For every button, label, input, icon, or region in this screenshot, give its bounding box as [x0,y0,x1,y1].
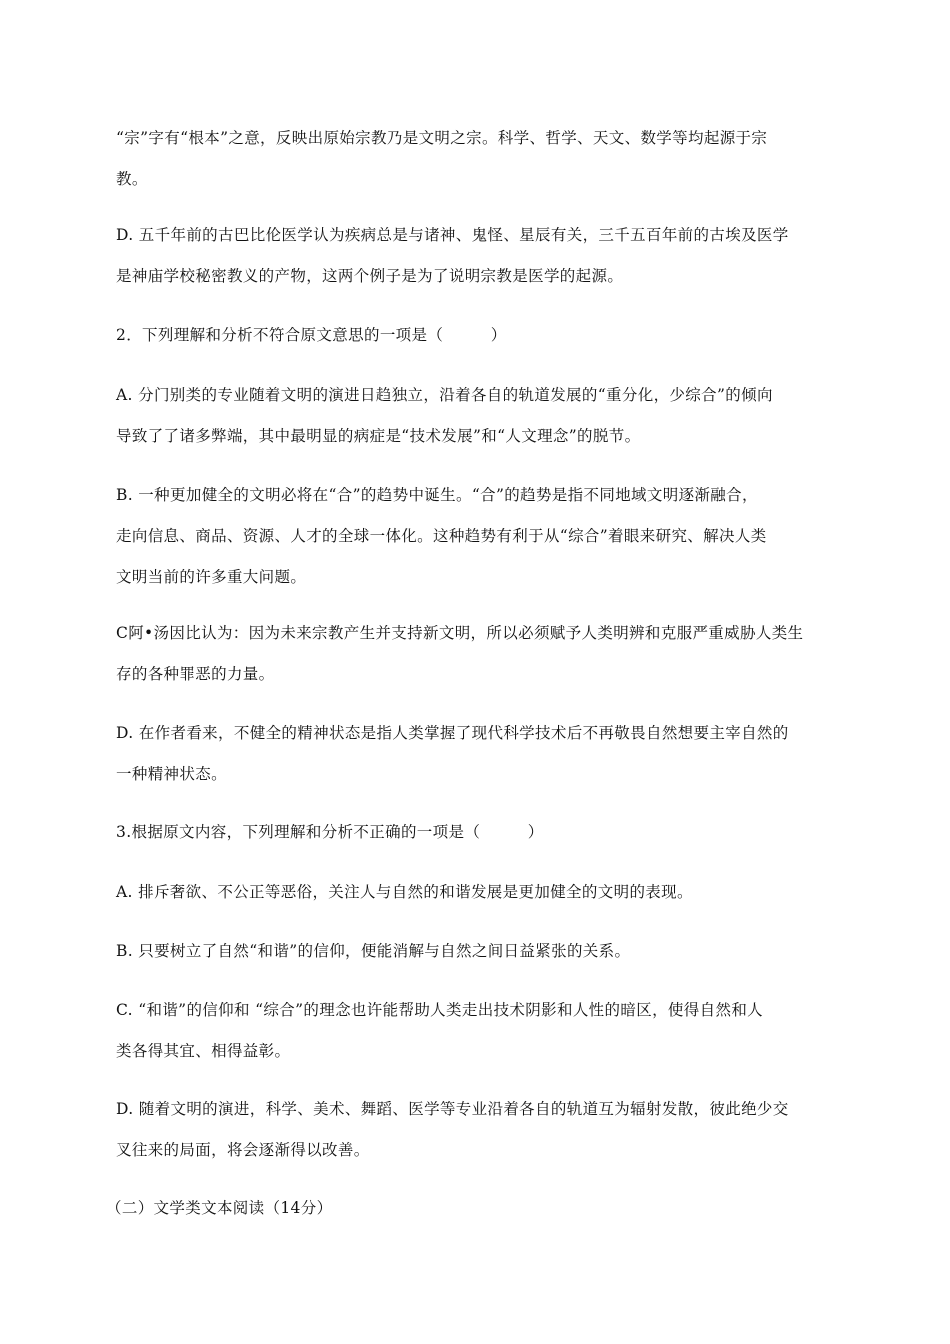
option-c-continuation [116,118,838,200]
question-3-option-b [116,931,838,972]
text-line: D. 在作者看来，不健全的精神状态是指人类掌握了现代科学技术后不再敬畏自然想要主宰自然的 [116,724,789,742]
text-line: C. “和谐”的信仰和 “综合”的理念也许能帮助人类走出技术阴影和人性的暗区，使得自然和人 [116,1001,764,1019]
text-line: 存的各种罪恶的力量。 [116,665,275,683]
question-3-option-a [116,872,838,913]
question-3-option-c [116,990,838,1072]
text-line: B. 一种更加健全的文明必将在“合”的趋势中诞生。“合”的趋势是指不同地域文明逐渐融合， [116,486,758,504]
text-line: B. 只要树立了自然“和谐”的信仰，便能消解与自然之间日益紧张的关系。 [116,942,631,960]
text-line: D. 五千年前的古巴比伦医学认为疾病总是与诸神、鬼怪、星辰有关，三千五百年前的古埃及医学 [116,226,789,244]
text-line: 一种精神状态。 [116,765,227,783]
question-2-option-c [116,613,838,695]
text-line: C阿•汤因比认为：因为未来宗教产生并支持新文明，所以必须赋予人类明辨和克服严重威胁人类生 [116,624,804,642]
question-3-stem [116,812,838,853]
text-line: （二）文学类文本阅读（14分） [106,1199,333,1217]
text-line: 教。 [116,170,148,188]
text-line: “宗”字有“根本”之意，反映出原始宗教乃是文明之宗。科学、哲学、天文、数学等均起源于宗 [116,129,768,147]
text-line: 文明当前的许多重大问题。 [116,568,307,586]
text-line: 走向信息、商品、资源、人才的全球一体化。这种趋势有利于从“综合”着眼来研究、解决人类 [116,527,767,545]
text-line: A. 分门别类的专业随着文明的演进日趋独立，沿着各自的轨道发展的“重分化，少综合”的倾向 [116,386,773,404]
text-line: 是神庙学校秘密教义的产物，这两个例子是为了说明宗教是医学的起源。 [116,267,624,285]
question-2-option-d [116,713,838,795]
text-line: 导致了了诸多弊端，其中最明显的病症是“技术发展”和“人文理念”的脱节。 [116,427,641,445]
section-heading [106,1188,828,1229]
text-line: A. 排斥奢欲、不公正等恶俗，关注人与自然的和谐发展是更加健全的文明的表现。 [116,883,693,901]
text-line: D. 随着文明的演进，科学、美术、舞蹈、医学等专业沿着各自的轨道互为辐射发散，彼此绝少交 [116,1100,789,1118]
question-3-option-d [116,1089,838,1171]
question-2-option-b [116,475,838,598]
text-line: 类各得其宜、相得益彰。 [116,1042,291,1060]
text-line: 叉往来的局面，将会逐渐得以改善。 [116,1141,370,1159]
question-2-stem [116,315,838,356]
text-line: 3.根据原文内容，下列理解和分析不正确的一项是（ ） [116,823,544,841]
question-1-option-d [116,215,838,297]
question-2-option-a [116,375,838,457]
text-line: 2．下列理解和分析不符合原文意思的一项是（ ） [116,326,507,344]
